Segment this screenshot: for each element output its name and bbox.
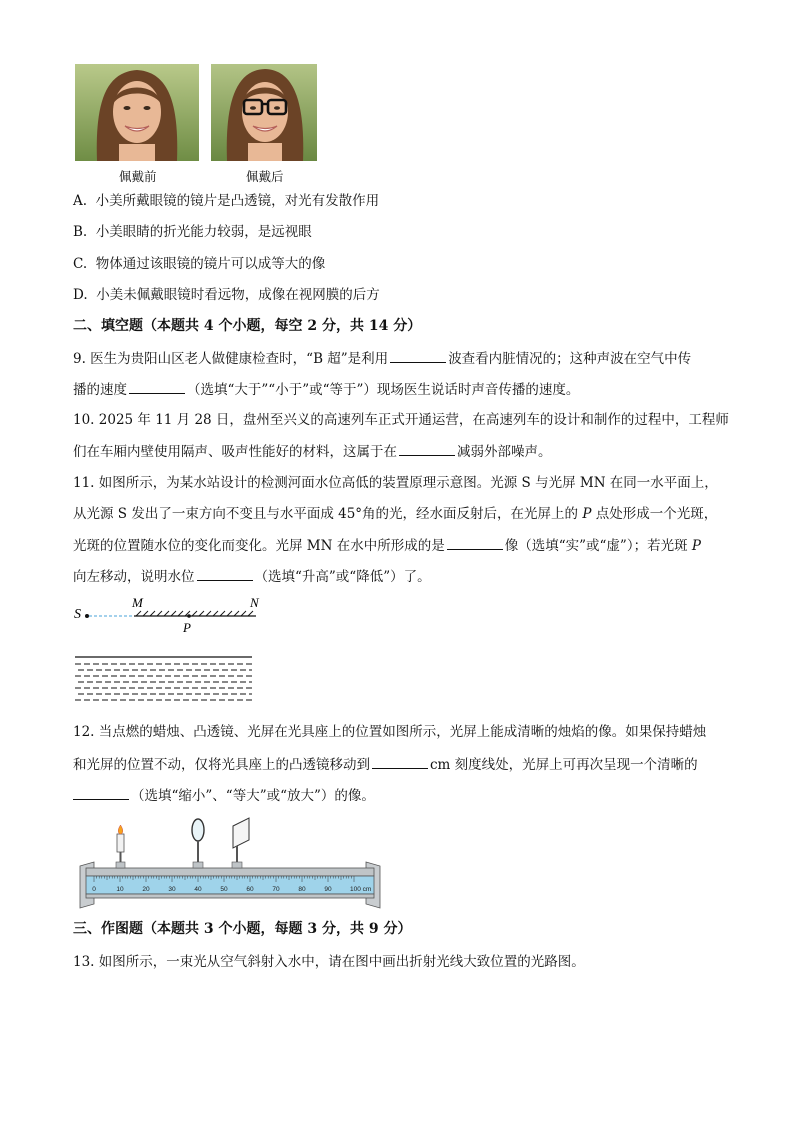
- water-body: [75, 664, 252, 700]
- q9-text: （选填“大于”“小于”或“等于”）现场医生说话时声音传播的速度。: [187, 382, 580, 398]
- answer-blank[interactable]: [197, 566, 253, 581]
- q9-text: 9. 医生为贵阳山区老人做健康检查时，“B 超”是利用: [73, 351, 389, 367]
- scale-label: 40: [194, 886, 202, 893]
- rail-top: [86, 868, 374, 876]
- q11-text: 从光源 S 发出了一束方向不变且与水平面成 45°角的光，经水面反射后，在光屏上的: [73, 506, 583, 522]
- optical-bench-diagram: [72, 816, 388, 912]
- label-s: S: [74, 607, 81, 622]
- answer-blank[interactable]: [447, 535, 503, 550]
- photo-before-glasses: [75, 64, 199, 161]
- q11-line-4: [73, 566, 431, 587]
- spot-p-dot: [187, 614, 191, 618]
- q10-text: 们在车厢内壁使用隔声、吸声性能好的材料，这属于在: [73, 444, 397, 460]
- q12-text: cm 刻度线处，光屏上可再次呈现一个清晰的: [430, 757, 698, 773]
- scale-label: 20: [142, 886, 150, 893]
- q11-text: 像（选填“实”或“虚”）；若光斑: [504, 538, 692, 554]
- scale-label: 10: [116, 886, 124, 893]
- candle: [116, 825, 125, 868]
- label-m: M: [132, 595, 143, 610]
- choice-letter: D.: [73, 287, 88, 303]
- answer-blank[interactable]: [73, 785, 129, 800]
- choice-letter: B.: [73, 224, 88, 240]
- photo-after-glasses: [211, 64, 317, 161]
- q11-figure: [70, 592, 260, 712]
- answer-blank[interactable]: [129, 379, 185, 394]
- scale-label: 30: [168, 886, 176, 893]
- choice-text: 小美所戴眼镜的镜片是凸透镜，对光有发散作用: [95, 193, 380, 209]
- choice-letter: A.: [73, 193, 88, 209]
- scale-label: 0: [92, 886, 96, 893]
- q11-line-1: 11. 如图所示，为某水站设计的检测河面水位高低的装置原理示意图。光源 S 与光屏 MN 在同一水平面上，: [73, 475, 718, 491]
- caption-after: 佩戴后: [246, 169, 284, 184]
- water-level-diagram: [70, 592, 260, 712]
- q12-line-3: [73, 785, 375, 806]
- choice-text: 小美眼睛的折光能力较弱，是远视眼: [95, 224, 312, 240]
- answer-blank[interactable]: [372, 754, 428, 769]
- q9-line-2: [73, 379, 579, 400]
- q11-text: 向左移动，说明水位: [73, 569, 195, 585]
- q11-text: （选填“升高”或“降低”）了。: [254, 569, 431, 585]
- q10-text: 减弱外部噪声。: [457, 444, 552, 460]
- choice-d: [73, 285, 380, 305]
- choice-b: [73, 222, 312, 242]
- label-n: N: [250, 595, 259, 610]
- answer-blank[interactable]: [399, 441, 455, 456]
- q9-line-1: [73, 348, 691, 369]
- choice-c: [73, 254, 325, 274]
- caption-before: 佩戴前: [119, 169, 157, 184]
- optical-bench-figure: [72, 816, 388, 912]
- q10-line-1: 10. 2025 年 11 月 28 日，盘州至兴义的高速列车正式开通运营，在高速列车的设计和制作的过程中，工程师: [73, 412, 729, 428]
- rail-bottom: [86, 894, 374, 898]
- q12-line-2: [73, 754, 698, 775]
- q9-text: 播的速度: [73, 382, 127, 398]
- q12-text: 和光屏的位置不动，仅将光具座上的凸透镜移动到: [73, 757, 370, 773]
- choice-text: 物体通过该眼镜的镜片可以成等大的像: [95, 256, 326, 272]
- q11-var-p: P: [691, 538, 701, 554]
- scale-label: 100 cm: [350, 886, 372, 893]
- scale-label: 50: [220, 886, 228, 893]
- q11-text: 点处形成一个光斑，: [591, 506, 718, 522]
- q11-var-p: P: [582, 506, 592, 522]
- choice-a: [73, 191, 379, 211]
- light-screen: [232, 818, 249, 868]
- choice-text: 小美未佩戴眼镜时看远物，成像在视网膜的后方: [96, 287, 380, 303]
- answer-blank[interactable]: [390, 348, 446, 363]
- q11-line-3: [73, 535, 701, 556]
- section-3-title: 三、作图题（本题共 3 个小题，每题 3 分，共 9 分）: [73, 921, 412, 937]
- choice-letter: C.: [73, 256, 88, 272]
- screen-hatching: [136, 611, 253, 616]
- q12-text: （选填“缩小”、“等大”或“放大”）的像。: [131, 788, 375, 804]
- label-p: P: [183, 620, 191, 635]
- scale-label: 80: [298, 886, 306, 893]
- scale-label: 90: [324, 886, 332, 893]
- convex-lens: [192, 819, 204, 868]
- scale-label: 70: [272, 886, 280, 893]
- scale-label: 60: [246, 886, 254, 893]
- q12-line-1: 12. 当点燃的蜡烛、凸透镜、光屏在光具座上的位置如图所示，光屏上能成清晰的烛焰的像。如果保持蜡烛: [73, 724, 707, 740]
- light-source-dot: [85, 614, 89, 618]
- q11-line-2: [73, 504, 717, 524]
- q10-line-2: [73, 441, 552, 462]
- section-2-title: 二、填空题（本题共 4 个小题，每空 2 分，共 14 分）: [73, 318, 422, 334]
- q9-text: 波查看内脏情况的；这种声波在空气中传: [448, 351, 692, 367]
- q13-text: 13. 如图所示，一束光从空气斜射入水中，请在图中画出折射光线大致位置的光路图。: [73, 954, 585, 970]
- q11-text: 光斑的位置随水位的变化而变化。光屏 MN 在水中所形成的是: [73, 538, 445, 554]
